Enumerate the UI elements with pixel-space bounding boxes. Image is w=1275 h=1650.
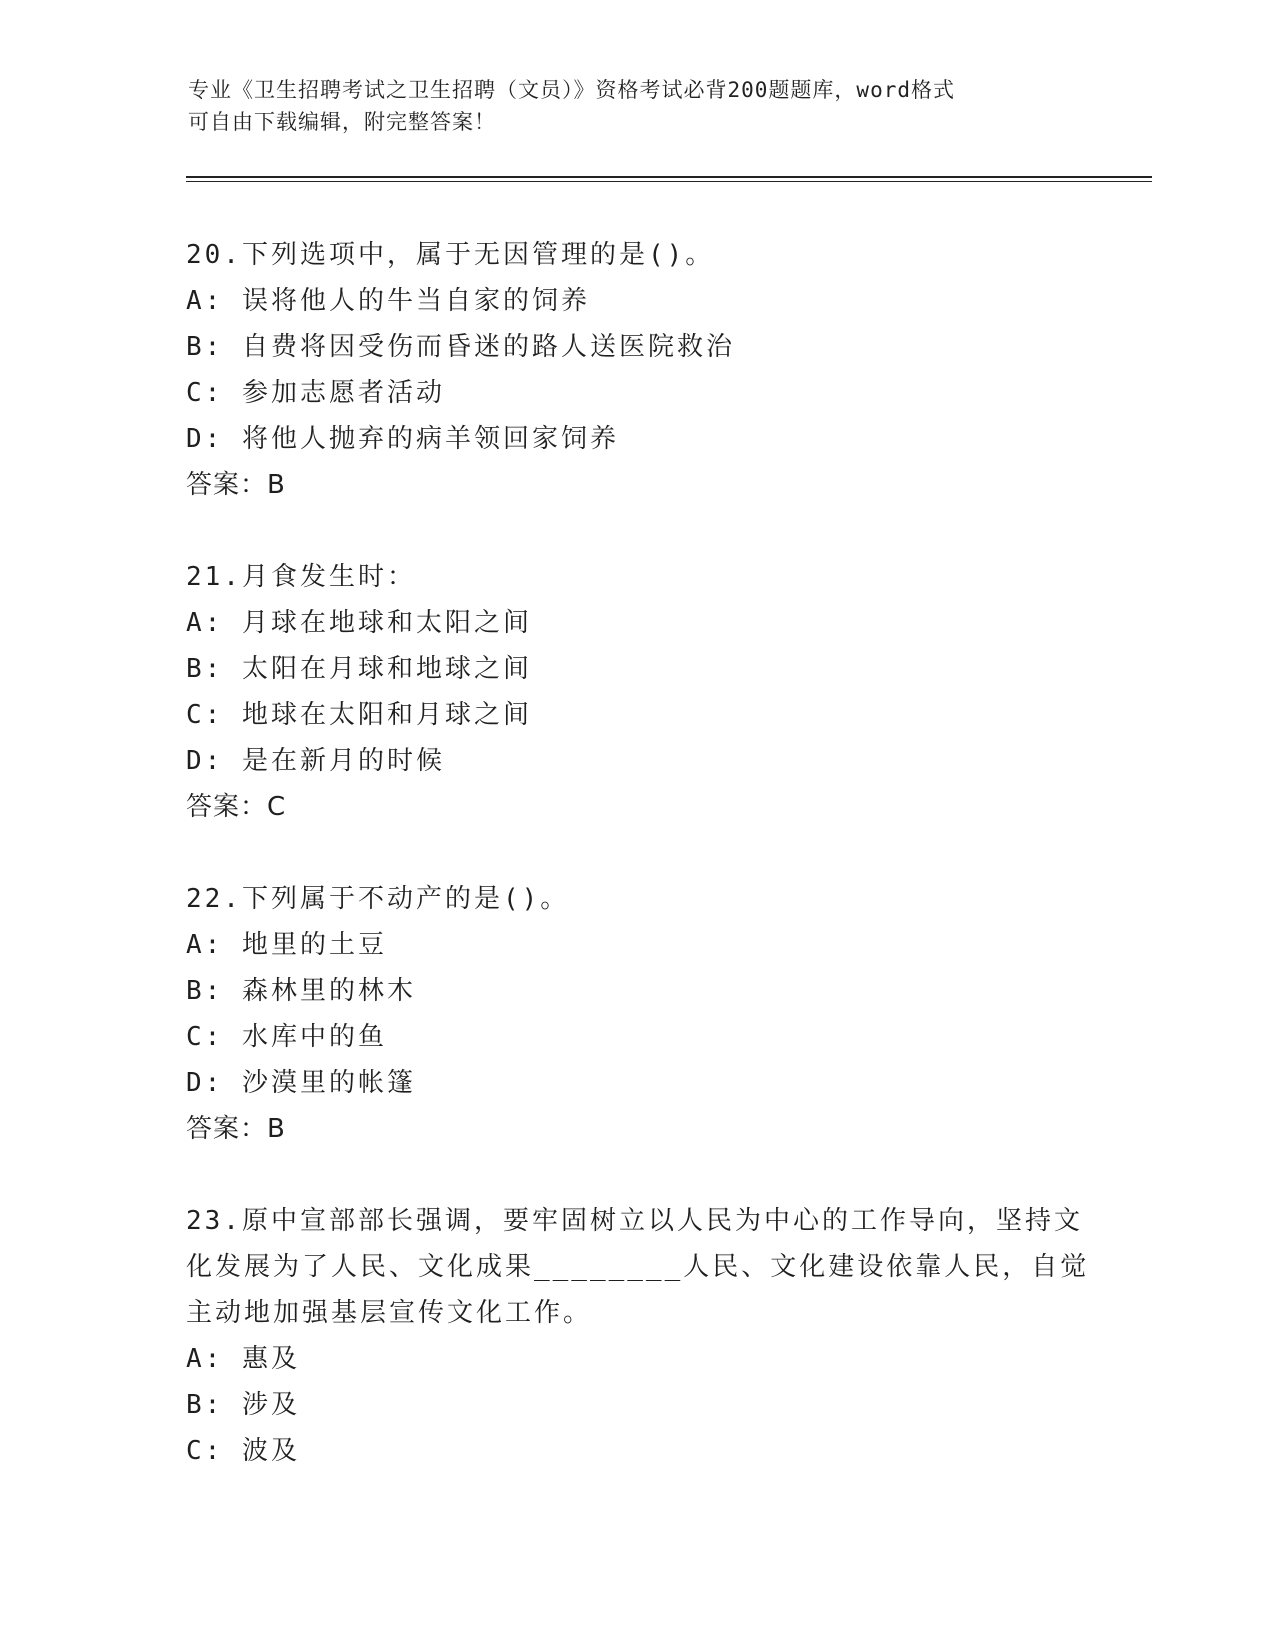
option-d: D: 沙漠里的帐篷 [186,1068,416,1098]
question-block-20 [186,232,1086,508]
question-block-23 [186,1198,1090,1474]
option-d: D: 是在新月的时候 [186,746,445,776]
question-block-21 [186,554,1086,830]
option-c: C: 波及 [186,1436,300,1466]
answer-line: 答案：C [186,792,287,822]
header-line-1: 专业《卫生招聘考试之卫生招聘（文员）》资格考试必背200题题库，word格式 [188,78,955,102]
question-stem: 20.下列选项中，属于无因管理的是()。 [186,240,715,270]
option-c: C: 参加志愿者活动 [186,378,445,408]
question-list [186,232,1090,1474]
option-b: B: 森林里的林木 [186,976,416,1006]
spacer [186,1152,1086,1198]
question-stem-line-2: 化发展为了人民、文化成果________人民、文化建设依靠人民，自觉 [186,1252,1090,1282]
spacer [186,508,1086,554]
answer-line: 答案：B [186,470,286,500]
question-stem: 22.下列属于不动产的是()。 [186,884,570,914]
document-header [188,74,1068,138]
question-stem-line-3: 主动地加强基层宣传文化工作。 [186,1298,593,1328]
option-b: B: 涉及 [186,1390,300,1420]
header-line-2: 可自由下载编辑，附完整答案！ [188,110,496,134]
spacer [186,830,1086,876]
question-block-22 [186,876,1086,1152]
option-a: A: 误将他人的牛当自家的饲养 [186,286,590,316]
answer-line: 答案：B [186,1114,286,1144]
option-c: C: 地球在太阳和月球之间 [186,700,532,730]
option-b: B: 太阳在月球和地球之间 [186,654,532,684]
header-divider-thin [186,181,1152,182]
header-divider-thick [186,176,1152,178]
question-stem-line-1: 23.原中宣部部长强调，要牢固树立以人民为中心的工作导向，坚持文 [186,1206,1083,1236]
option-d: D: 将他人抛弃的病羊领回家饲养 [186,424,619,454]
option-a: A: 惠及 [186,1344,300,1374]
option-b: B: 自费将因受伤而昏迷的路人送医院救治 [186,332,735,362]
option-a: A: 地里的土豆 [186,930,387,960]
question-stem: 21.月食发生时： [186,562,416,592]
option-a: A: 月球在地球和太阳之间 [186,608,532,638]
option-c: C: 水库中的鱼 [186,1022,387,1052]
